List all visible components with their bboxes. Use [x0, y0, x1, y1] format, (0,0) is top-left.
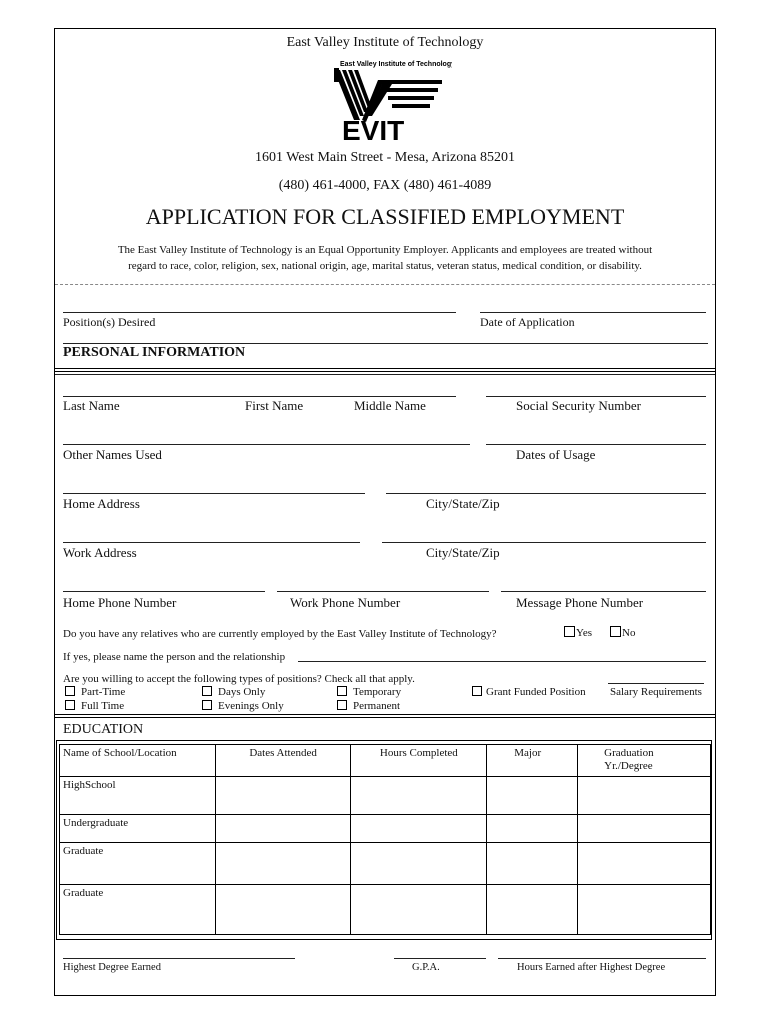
gpa-field[interactable]	[394, 958, 486, 959]
part-time-checkbox[interactable]	[65, 686, 75, 696]
personal-info-heading: PERSONAL INFORMATION	[63, 345, 246, 360]
table-cell[interactable]	[215, 885, 351, 935]
middle-name-label: Middle Name	[354, 398, 426, 413]
ssn-label: Social Security Number	[516, 398, 641, 413]
other-names-label: Other Names Used	[63, 447, 162, 462]
home-phone-field[interactable]	[63, 591, 265, 592]
graduate-label-1: Graduate	[60, 843, 216, 885]
salary-requirements-field[interactable]	[608, 683, 704, 684]
dates-of-usage-field[interactable]	[486, 444, 706, 445]
table-cell[interactable]	[487, 815, 578, 843]
full-time-option[interactable]	[65, 700, 124, 712]
work-phone-field[interactable]	[277, 591, 489, 592]
table-cell[interactable]	[215, 815, 351, 843]
graduation-sub-label: Yr./Degree	[604, 760, 653, 772]
home-address-label: Home Address	[63, 496, 140, 511]
days-only-option[interactable]	[202, 686, 265, 698]
full-time-label: Full Time	[81, 700, 125, 712]
work-address-field[interactable]	[63, 542, 360, 543]
home-phone-label: Home Phone Number	[63, 595, 177, 610]
relatives-question: Do you have any relatives who are currently employed by the East Valley Institute of Technology?	[63, 628, 497, 640]
message-phone-label: Message Phone Number	[516, 595, 644, 610]
table-row	[60, 843, 711, 885]
graduation-label: Graduation	[604, 747, 654, 759]
yes-label: Yes	[576, 627, 593, 639]
table-cell[interactable]	[578, 777, 711, 815]
date-of-application-field[interactable]	[480, 312, 706, 313]
permanent-option[interactable]	[337, 700, 400, 712]
positions-desired-field[interactable]	[63, 312, 456, 313]
col-dates-header: Dates Attended	[215, 745, 351, 777]
divider	[55, 284, 715, 285]
if-yes-label: If yes, please name the person and the relationship	[63, 651, 286, 663]
hours-after-degree-label: Hours Earned after Highest Degree	[517, 962, 666, 973]
col-graduation-header	[578, 745, 711, 777]
education-table	[59, 744, 711, 935]
hours-after-degree-field[interactable]	[498, 958, 706, 959]
evenings-only-option[interactable]	[202, 700, 284, 712]
highest-degree-label: Highest Degree Earned	[63, 962, 161, 973]
temporary-label: Temporary	[353, 686, 402, 698]
table-cell[interactable]	[487, 777, 578, 815]
dates-of-usage-label: Dates of Usage	[516, 447, 596, 462]
part-time-label: Part-Time	[81, 686, 126, 698]
institute-name: East Valley Institute of Technology	[286, 35, 484, 50]
work-address-label: Work Address	[63, 545, 137, 560]
days-only-checkbox[interactable]	[202, 686, 212, 696]
permanent-checkbox[interactable]	[337, 700, 347, 710]
col-major-header: Major	[487, 745, 578, 777]
highschool-label: HighSchool	[60, 777, 216, 815]
form-title: APPLICATION FOR CLASSIFIED EMPLOYMENT	[145, 204, 625, 229]
salary-requirements-label: Salary Requirements	[610, 686, 702, 698]
section-rule	[55, 714, 715, 718]
days-only-label: Days Only	[218, 686, 266, 698]
evenings-only-label: Evenings Only	[218, 700, 284, 712]
table-cell[interactable]	[215, 777, 351, 815]
permanent-label: Permanent	[353, 700, 401, 712]
no-label: No	[622, 627, 636, 639]
date-of-application-label: Date of Application	[480, 315, 575, 329]
col-school-header: Name of School/Location	[60, 745, 216, 777]
temporary-option[interactable]	[337, 686, 401, 698]
name-field[interactable]	[63, 396, 456, 397]
eeo-statement-line1: The East Valley Institute of Technology is an Equal Opportunity Employer. Applicants and employees are treated without	[117, 244, 653, 256]
evenings-only-checkbox[interactable]	[202, 700, 212, 710]
highest-degree-field[interactable]	[63, 958, 295, 959]
section-rule	[55, 374, 715, 375]
divider	[63, 343, 708, 344]
table-cell[interactable]	[487, 885, 578, 935]
positions-desired-label: Position(s) Desired	[63, 315, 156, 329]
full-time-checkbox[interactable]	[65, 700, 75, 710]
work-phone-label: Work Phone Number	[290, 595, 401, 610]
table-row	[60, 777, 711, 815]
message-phone-field[interactable]	[501, 591, 706, 592]
table-cell[interactable]	[578, 815, 711, 843]
evit-logo	[332, 58, 452, 142]
table-row	[60, 815, 711, 843]
grant-funded-checkbox[interactable]	[472, 686, 482, 696]
education-heading: EDUCATION	[63, 722, 144, 737]
relatives-no-option[interactable]	[610, 626, 635, 639]
education-header-row	[60, 745, 711, 777]
table-cell[interactable]	[487, 843, 578, 885]
no-checkbox[interactable]	[610, 626, 621, 637]
part-time-option[interactable]	[65, 686, 125, 698]
first-name-label: First Name	[245, 398, 304, 413]
other-names-field[interactable]	[63, 444, 470, 445]
gpa-label: G.P.A.	[412, 962, 440, 973]
home-city-state-zip-field[interactable]	[386, 493, 706, 494]
willing-question: Are you willing to accept the following types of positions? Check all that apply.	[63, 673, 415, 685]
phone-fax: (480) 461-4000, FAX (480) 461-4089	[278, 178, 492, 193]
logo-letters: EVIT	[342, 115, 405, 142]
home-city-state-zip-label: City/State/Zip	[426, 496, 500, 511]
table-cell[interactable]	[215, 843, 351, 885]
table-cell[interactable]	[351, 885, 487, 935]
eeo-statement-line2: regard to race, color, religion, sex, national origin, age, marital status, veteran status, medical condition, or disability.	[128, 260, 642, 272]
temporary-checkbox[interactable]	[337, 686, 347, 696]
last-name-label: Last Name	[63, 398, 120, 413]
logo-small-text: East Valley Institute of Technology	[340, 61, 452, 68]
table-cell[interactable]	[578, 885, 711, 935]
relative-relationship-field[interactable]	[298, 661, 706, 662]
table-cell[interactable]	[351, 777, 487, 815]
work-city-state-zip-field[interactable]	[382, 542, 706, 543]
graduate-label-2: Graduate	[60, 885, 216, 935]
work-city-state-zip-label: City/State/Zip	[426, 545, 500, 560]
undergraduate-label: Undergraduate	[60, 815, 216, 843]
relatives-yes-option[interactable]	[564, 626, 592, 639]
table-cell[interactable]	[578, 843, 711, 885]
table-cell[interactable]	[351, 843, 487, 885]
col-hours-header: Hours Completed	[351, 745, 487, 777]
grant-funded-option[interactable]	[472, 686, 586, 698]
yes-checkbox[interactable]	[564, 626, 575, 637]
home-address-field[interactable]	[63, 493, 365, 494]
address: 1601 West Main Street - Mesa, Arizona 85201	[255, 150, 515, 165]
grant-funded-label: Grant Funded Position	[486, 686, 586, 698]
table-cell[interactable]	[351, 815, 487, 843]
ssn-field[interactable]	[486, 396, 706, 397]
table-row	[60, 885, 711, 935]
section-rule	[55, 368, 715, 372]
